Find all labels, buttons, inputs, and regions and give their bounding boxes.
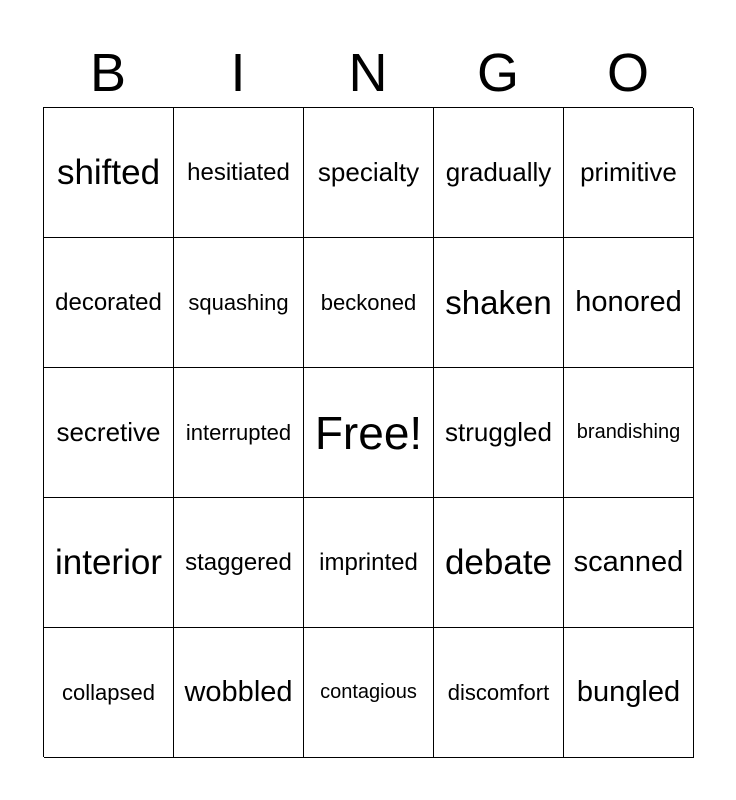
header-letter-i: I <box>230 43 246 103</box>
bingo-cell: bungled <box>564 628 694 758</box>
bingo-cell: shaken <box>434 238 564 368</box>
bingo-cell: scanned <box>564 498 694 628</box>
header-letter-b: B <box>89 43 127 103</box>
bingo-cell: discomfort <box>434 628 564 758</box>
bingo-cell: primitive <box>564 108 694 238</box>
bingo-cell: debate <box>434 498 564 628</box>
bingo-cell: wobbled <box>174 628 304 758</box>
bingo-cell: imprinted <box>304 498 434 628</box>
bingo-cell: brandishing <box>564 368 694 498</box>
bingo-cell: collapsed <box>44 628 174 758</box>
bingo-cell: interior <box>44 498 174 628</box>
bingo-cell: specialty <box>304 108 434 238</box>
bingo-cell: staggered <box>174 498 304 628</box>
bingo-cell: shifted <box>44 108 174 238</box>
bingo-cell: gradually <box>434 108 564 238</box>
bingo-cell: honored <box>564 238 694 368</box>
bingo-board <box>43 107 693 757</box>
bingo-cell: squashing <box>174 238 304 368</box>
bingo-cell: contagious <box>304 628 434 758</box>
header-letter-n: N <box>348 43 388 103</box>
bingo-cell: decorated <box>44 238 174 368</box>
bingo-cell: secretive <box>44 368 174 498</box>
free-space: Free! <box>304 368 434 498</box>
bingo-cell: struggled <box>434 368 564 498</box>
header-letter-o: O <box>606 43 649 103</box>
bingo-header <box>43 40 693 106</box>
bingo-cell: beckoned <box>304 238 434 368</box>
bingo-cell: interrupted <box>174 368 304 498</box>
header-letter-g: G <box>476 43 519 103</box>
bingo-cell: hesitiated <box>174 108 304 238</box>
